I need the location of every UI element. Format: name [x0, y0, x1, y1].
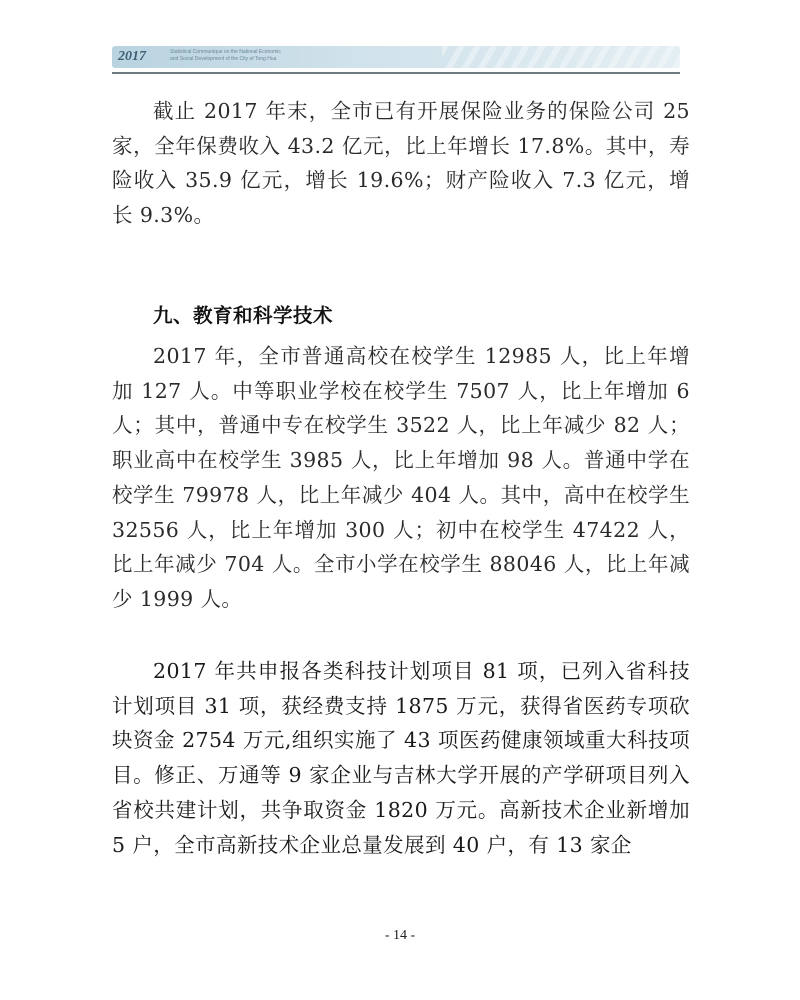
header-banner	[112, 46, 680, 68]
insurance-paragraph: 截止 2017 年末，全市已有开展保险业务的保险公司 25 家，全年保费收入 43.2 亿元，比上年增长 17.8%。其中，寿险收入 35.9 亿元，增长 19.6%；财产险收入 7.3 亿元，增长 9.3%。	[112, 99, 690, 228]
banner-subtitle	[170, 49, 430, 63]
insurance-section	[112, 94, 690, 233]
education-paragraph: 2017 年，全市普通高校在校学生 12985 人，比上年增加 127 人。中等职业学校在校学生 7507 人，比上年增加 6 人；其中，普通中专在校学生 3522 人，比上年减少 82 人；职业高中在校学生 3985 人，比上年增加 98 人。普通中学在校学生 79978 人，比上年减少 404 人。其中，高中在校学生 32556 人，比上年增加 300 人；初中在校学生 47422 人，比上年减少 704 人。全市小学在校学生 88046 人，比上年减少 1999 人。	[112, 344, 690, 611]
science-section	[112, 654, 690, 862]
header-rule	[112, 72, 680, 74]
science-paragraph: 2017 年共申报各类科技计划项目 81 项，已列入省科技计划项目 31 项，获经费支持 1875 万元，获得省医药专项砍块资金 2754 万元,组织实施了 43 项医药健康领域重大科技项目。修正、万通等 9 家企业与吉林大学开展的产学研项目列入省校共建计划，共争取资金 1820 万元。高新技术企业新增加 5 户，全市高新技术企业总量发展到 40 户，有 13 家企	[112, 659, 690, 857]
section-heading: 九、教育和科学技术	[153, 304, 334, 327]
banner-subtitle-line2: and Social Development of the City of Tong Hua	[170, 56, 277, 62]
banner-decoration	[442, 46, 680, 68]
education-section	[112, 339, 690, 617]
banner-subtitle-line1: Statistical Communique on the National Economic	[170, 49, 281, 55]
page-number: - 14 -	[384, 928, 416, 943]
banner-year: 2017	[118, 49, 146, 64]
